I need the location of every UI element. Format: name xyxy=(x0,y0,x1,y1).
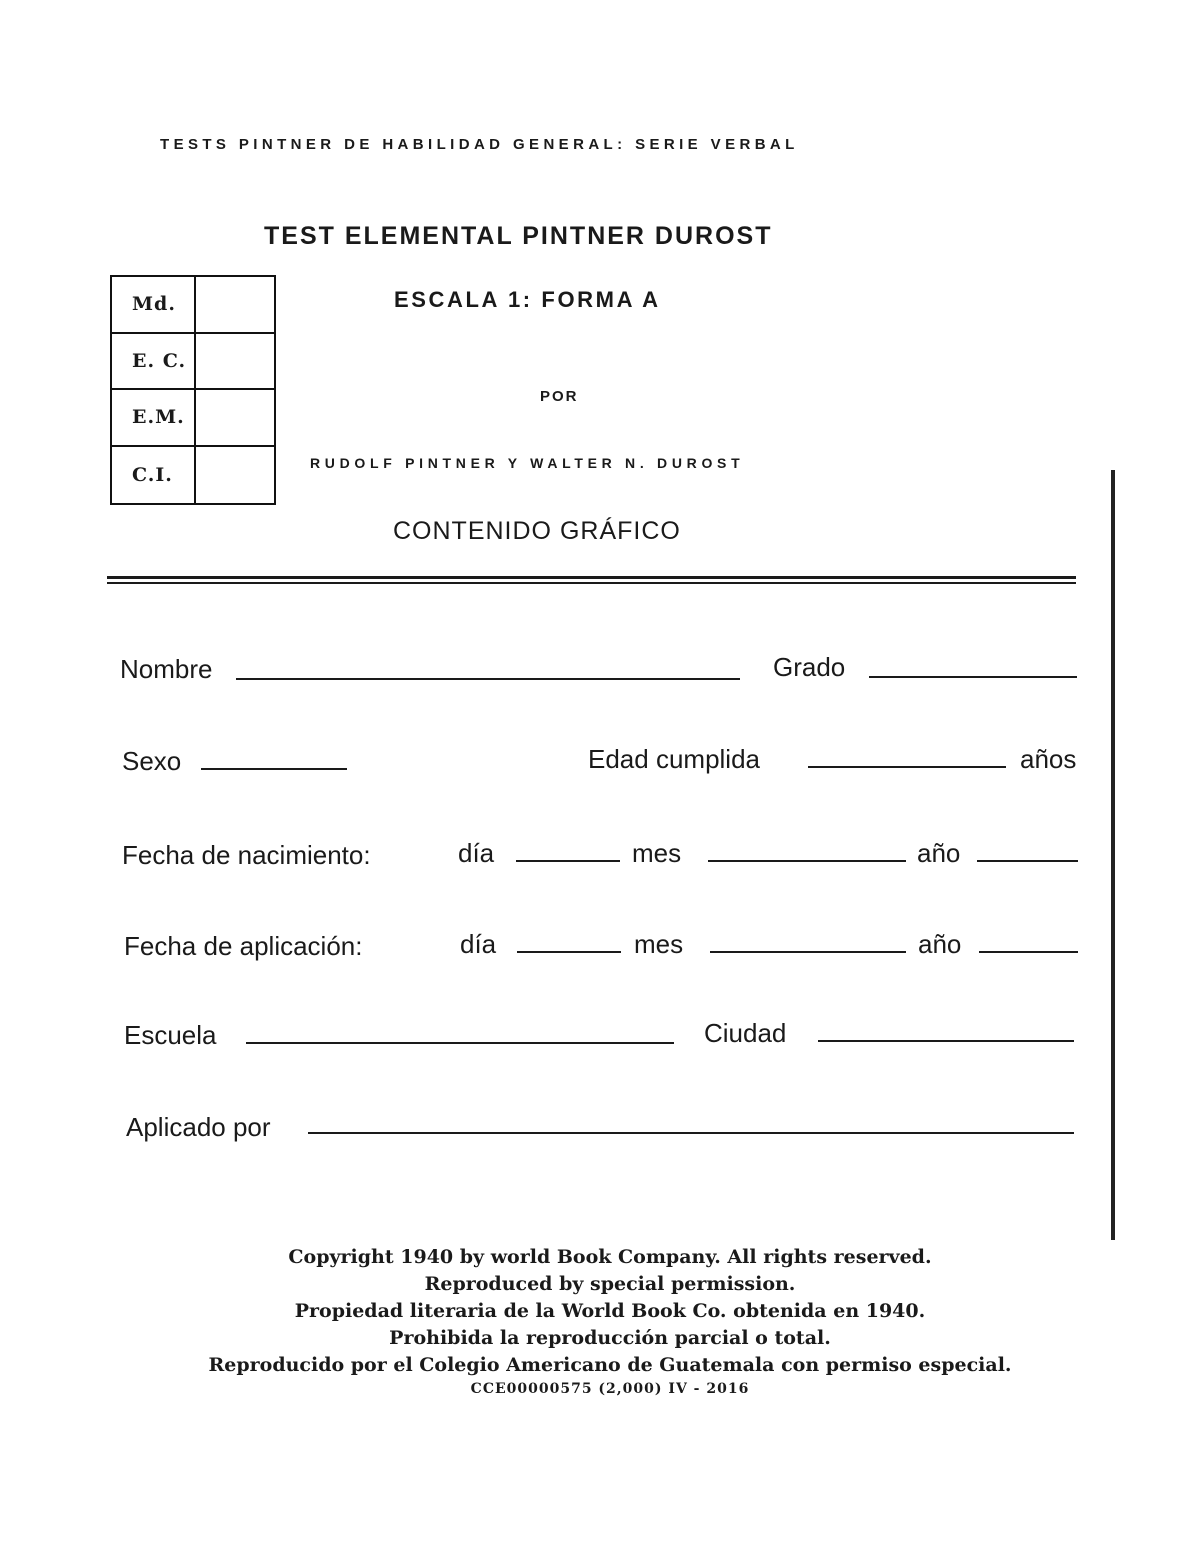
test-title: TEST ELEMENTAL PINTNER DUROST xyxy=(264,222,773,250)
footer-line: Prohibida la reproducción parcial o total. xyxy=(389,1327,831,1349)
series-heading: TESTS PINTNER DE HABILIDAD GENERAL: SERIE VERBAL xyxy=(160,136,799,153)
footer-line: Reproduced by special permission. xyxy=(424,1273,796,1295)
by-label: POR xyxy=(540,388,579,405)
print-code: CCE00000575 (2,000) IV - 2016 xyxy=(470,1381,750,1397)
nacimiento-ano-label: año xyxy=(917,838,961,868)
copyright-footer xyxy=(100,1244,1120,1399)
score-label-em: E.M. xyxy=(112,390,196,447)
aplicado-por-field[interactable] xyxy=(308,1132,1074,1134)
aplicacion-mes-label: mes xyxy=(634,929,684,959)
fecha-aplicacion-label: Fecha de aplicación: xyxy=(124,931,363,961)
score-field-md[interactable] xyxy=(196,277,274,334)
escuela-field[interactable] xyxy=(246,1042,674,1044)
nacimiento-mes-label: mes xyxy=(632,838,682,868)
score-field-ci[interactable] xyxy=(196,447,274,504)
nombre-field[interactable] xyxy=(236,678,740,680)
aplicacion-dia-label: día xyxy=(460,929,497,959)
anos-label: años xyxy=(1020,744,1076,774)
score-label-md: Md. xyxy=(112,277,196,334)
score-box xyxy=(110,275,276,505)
divider-line xyxy=(107,582,1076,584)
fecha-nacimiento-label: Fecha de nacimiento: xyxy=(122,840,371,870)
divider-line xyxy=(107,576,1076,579)
grado-field[interactable] xyxy=(869,676,1077,678)
footer-line: Reproducido por el Colegio Americano de Guatemala con permiso especial. xyxy=(208,1354,1012,1376)
nacimiento-dia-field[interactable] xyxy=(516,860,620,862)
nacimiento-ano-field[interactable] xyxy=(977,860,1078,862)
sexo-field[interactable] xyxy=(201,768,347,770)
aplicacion-ano-label: año xyxy=(918,929,962,959)
content-subtitle: CONTENIDO GRÁFICO xyxy=(393,517,681,545)
aplicacion-dia-field[interactable] xyxy=(517,951,621,953)
escuela-label: Escuela xyxy=(124,1020,217,1050)
nombre-label: Nombre xyxy=(120,654,213,684)
aplicacion-mes-field[interactable] xyxy=(710,951,906,953)
scale-form-label: ESCALA 1: FORMA A xyxy=(394,287,661,312)
ciudad-field[interactable] xyxy=(818,1040,1074,1042)
edad-field[interactable] xyxy=(808,766,1006,768)
footer-line: Copyright 1940 by world Book Company. All rights reserved. xyxy=(288,1246,932,1268)
ciudad-label: Ciudad xyxy=(704,1018,787,1048)
nacimiento-mes-field[interactable] xyxy=(708,860,906,862)
footer-line: Propiedad literaria de la World Book Co. obtenida en 1940. xyxy=(294,1300,926,1322)
aplicado-por-label: Aplicado por xyxy=(126,1112,271,1142)
aplicacion-ano-field[interactable] xyxy=(979,951,1078,953)
score-label-ec: E. C. xyxy=(112,334,196,391)
scan-edge-line xyxy=(1111,470,1115,1240)
nacimiento-dia-label: día xyxy=(458,838,495,868)
grado-label: Grado xyxy=(773,652,846,682)
edad-label: Edad cumplida xyxy=(588,744,760,774)
sexo-label: Sexo xyxy=(122,746,182,776)
score-field-em[interactable] xyxy=(196,390,274,447)
score-field-ec[interactable] xyxy=(196,334,274,391)
score-label-ci: C.I. xyxy=(112,447,196,504)
authors-line: RUDOLF PINTNER Y WALTER N. DUROST xyxy=(310,455,745,471)
